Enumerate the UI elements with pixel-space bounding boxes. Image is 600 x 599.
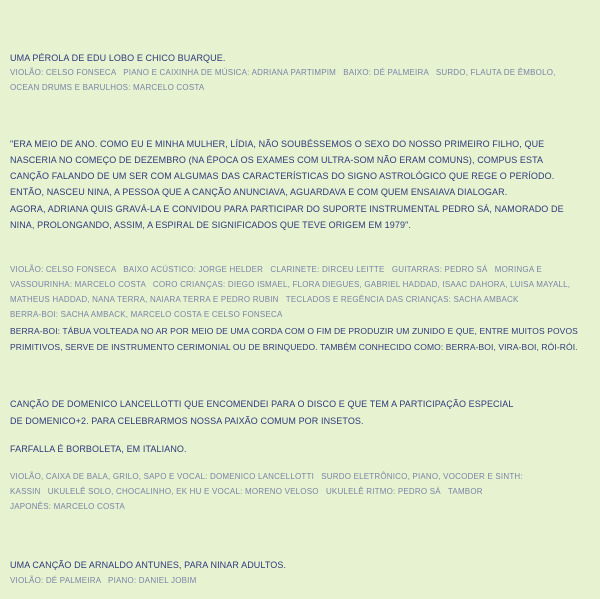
credits-line: MATHEUS HADDAD, NANA TERRA, NAIARA TERRA E PEDRO RUBIN TECLADOS E REGÊNCIA DAS CRIANÇAS: SACHA AMBACK bbox=[10, 295, 519, 304]
footnote-line: PRIMITIVOS, SERVE DE INSTRUMENTO CERIMONIAL OU DE BRINQUEDO. TAMBÉM CONHECIDO COMO: BERRA-BOI, VIRA-BOI, RÓI-RÓI. bbox=[10, 342, 578, 352]
track-note: UMA CANÇÃO DE ARNALDO ANTUNES, PARA NINAR ADULTOS. bbox=[10, 560, 287, 570]
quote-line: "ERA MEIO DE ANO. COMO EU E MINHA MULHER, LÍDIA, NÃO SOUBÉSSEMOS O SEXO DO NOSSO PRIMEIRO FILHO, QUE bbox=[10, 139, 545, 149]
quote-line: NINA, PROLONGANDO, ASSIM, A ESPIRAL DE SIGNIFICADOS QUE TEVE ORIGEM EM 1979". bbox=[10, 220, 411, 230]
credits-line: JAPONÊS: MARCELO COSTA bbox=[10, 502, 125, 511]
credits-line: KASSIN UKULELÊ SOLO, CHOCALINHO, EK HU E VOCAL: MORENO VELOSO UKULELÊ RITMO: PEDRO SÁ TAMBOR bbox=[10, 487, 483, 496]
credits-line: VIOLÃO: CELSO FONSECA BAIXO ACÚSTICO: JORGE HELDER CLARINETE: DIRCEU LEITTE GUITARRAS: PEDRO SÁ MORINGA E bbox=[10, 265, 542, 274]
footnote-line: BERRA-BOI: TÁBUA VOLTEADA NO AR POR MEIO DE UMA CORDA COM O FIM DE PRODUZIR UM ZUNIDO E QUE, ENTRE MUITOS POVOS bbox=[10, 326, 578, 336]
aside-note: FARFALLA É BORBOLETA, EM ITALIANO. bbox=[10, 444, 187, 454]
quote-line: NASCERIA NO COMEÇO DE DEZEMBRO (NA ÉPOCA OS EXAMES COM ULTRA-SOM NÃO ERAM COMUNS), COMPUS ESTA bbox=[10, 155, 544, 165]
quote-line: CANÇÃO FALANDO DE UM SER COM ALGUMAS DAS CARACTERÍSTICAS DO SIGNO ASTROLÓGICO QUE REGE O PERÍODO. bbox=[10, 171, 555, 181]
track-heading bbox=[8, 525, 592, 545]
track-heading bbox=[8, 367, 592, 387]
credits-line: VASSOURINHA: MARCELO COSTA CORO CRIANÇAS: DIEGO ISMAEL, FLORA DIEGUES, GABRIEL HADDAD, ISAAC DAHORA, LUISA MAYALL, bbox=[10, 280, 571, 289]
track-heading bbox=[8, 12, 592, 32]
credits-line: BERRA-BOI: SACHA AMBACK, MARCELO COSTA E CELSO FONSECA bbox=[10, 310, 283, 319]
track-note: CANÇÃO DE DOMENICO LANCELLOTTI QUE ENCOMENDEI PARA O DISCO E QUE TEM A PARTICIPAÇÃO ESPECIAL bbox=[10, 399, 514, 409]
credits-line: OCEAN DRUMS E BARULHOS: MARCELO COSTA bbox=[10, 83, 205, 92]
credits-line: VIOLÃO, CAIXA DE BALA, GRILO, SAPO E VOCAL: DOMENICO LANCELLOTTI SURDO ELETRÔNICO, PIANO, VOCODER E SINTH: bbox=[10, 472, 523, 481]
credits-line: VIOLÃO: DÉ PALMEIRA PIANO: DANIEL JOBIM bbox=[10, 576, 197, 585]
track-heading bbox=[8, 107, 592, 127]
quote-author-row bbox=[10, 238, 592, 254]
track-note: UMA PÉROLA DE EDU LOBO E CHICO BUARQUE. bbox=[10, 53, 226, 63]
quote-line: AGORA, ADRIANA QUIS GRAVÁ-LA E CONVIDOU PARA PARTICIPAR DO SUPORTE INSTRUMENTAL PEDRO SÁ, NAMORADO DE bbox=[10, 204, 564, 214]
credits-line: VIOLÃO: CELSO FONSECA PIANO E CAIXINHA DE MÚSICA: ADRIANA PARTIMPIM BAIXO: DÉ PALMEIRA SURDO, FLAUTA DE ÊMBOLO, bbox=[10, 68, 556, 77]
track-note: DE DOMENICO+2. PARA CELEBRARMOS NOSSA PAIXÃO COMUM POR INSETOS. bbox=[10, 416, 364, 426]
quote-line: ENTÃO, NASCEU NINA, A PESSOA QUE A CANÇÃO ANUNCIAVA, AGUARDAVA E COM QUEM ENSAIAVA DIALOGAR. bbox=[10, 187, 508, 197]
